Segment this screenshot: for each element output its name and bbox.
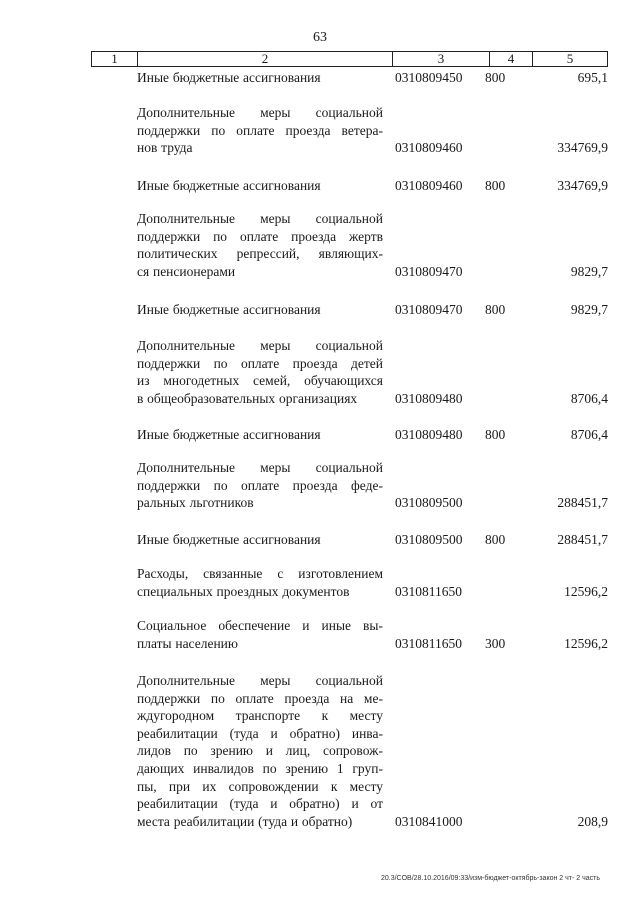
- row-expense-type: 800: [485, 427, 506, 442]
- description-line: дающих инвалидов по зрению 1 груп-: [137, 760, 383, 776]
- column-header-1: 1: [92, 52, 138, 66]
- description-line: Социальное обеспечение и иные вы-: [137, 618, 383, 633]
- description-line: Расходы, связанные с изготовлением: [137, 566, 383, 581]
- description-line: реабилитации (туда и обратно) инва-: [137, 725, 383, 741]
- description-line: Дополнительные меры социальной: [137, 211, 383, 226]
- row-amount: 334769,9: [557, 178, 608, 193]
- description-line: лидов по зрению и лиц, сопровож-: [137, 743, 383, 759]
- row-description: [137, 301, 383, 319]
- row-description: [137, 426, 383, 444]
- column-header-3: 3: [393, 52, 490, 66]
- row-amount: 8706,4: [570, 390, 608, 406]
- row-amount: 12596,2: [564, 635, 608, 651]
- description-line: нов труда: [137, 140, 193, 156]
- row-expense-type: 800: [485, 178, 506, 193]
- description-line: Иные бюджетные ассигнования: [137, 532, 321, 547]
- row-description: [137, 337, 383, 407]
- row-code: 0310809500: [395, 532, 463, 547]
- description-line: места реабилитации (туда и обратно): [137, 813, 353, 829]
- row-description: [137, 617, 383, 652]
- row-description: [137, 531, 383, 549]
- row-description: [137, 210, 383, 280]
- row-code: 0310809460: [395, 140, 463, 156]
- description-line: ральных льготников: [137, 495, 254, 511]
- row-code: 0310841000: [395, 813, 463, 829]
- description-line: Иные бюджетные ассигнования: [137, 178, 321, 193]
- page-number: 63: [313, 30, 327, 45]
- row-amount: 9829,7: [570, 263, 608, 279]
- row-description: [137, 177, 383, 195]
- row-code: 0310809460: [395, 178, 463, 193]
- column-header-5: 5: [566, 51, 574, 66]
- description-line: поддержки по оплате проезда феде-: [137, 477, 383, 493]
- description-line: пы, при их сопровождении к месту: [137, 778, 383, 794]
- row-description: [137, 672, 383, 830]
- row-amount: 12596,2: [564, 583, 608, 599]
- description-line: Дополнительные меры социальной: [137, 460, 383, 475]
- row-description: [137, 69, 383, 87]
- description-line: Иные бюджетные ассигнования: [137, 302, 321, 317]
- description-line: специальных проездных документов: [137, 583, 350, 599]
- description-line: Иные бюджетные ассигнования: [137, 70, 321, 85]
- row-code: 0310809470: [395, 263, 463, 279]
- row-amount: 208,9: [577, 813, 608, 829]
- row-code: 0310811650: [395, 583, 462, 599]
- row-expense-type: 800: [485, 70, 506, 85]
- description-line: платы населению: [137, 635, 238, 651]
- row-code: 0310809450: [395, 70, 463, 85]
- description-line: ся пенсионерами: [137, 263, 236, 279]
- row-code: 0310811650: [395, 635, 462, 651]
- row-amount: 695,1: [577, 70, 608, 85]
- row-code: 0310809480: [395, 390, 463, 406]
- description-line: поддержки по оплате проезда ветера-: [137, 122, 383, 138]
- description-line: поддержки по оплате проезда жертв: [137, 228, 383, 244]
- description-line: Дополнительные меры социальной: [137, 105, 383, 120]
- row-amount: 9829,7: [570, 302, 608, 317]
- row-amount: 288451,7: [557, 495, 608, 511]
- row-amount: 288451,7: [557, 532, 608, 547]
- row-description: [137, 565, 383, 600]
- footer-note: 20.3/COB/28.10.2016/09:33/изм-бюджет-октябрь-закон 2 чт- 2 часть: [380, 875, 600, 882]
- row-code: 0310809480: [395, 427, 463, 442]
- row-expense-type: 300: [485, 635, 506, 651]
- description-line: Иные бюджетные ассигнования: [137, 427, 321, 442]
- description-line: поддержки по оплате проезда детей: [137, 355, 383, 371]
- description-line: в общеобразовательных организациях: [137, 390, 358, 406]
- row-amount: 8706,4: [570, 427, 608, 442]
- description-line: ждугородном транспорте к месту: [137, 708, 383, 724]
- column-header-2: 2: [138, 52, 393, 66]
- row-expense-type: 800: [485, 532, 506, 547]
- row-amount: 334769,9: [557, 140, 608, 156]
- row-description: [137, 104, 383, 157]
- column-header-4: 4: [490, 52, 533, 66]
- description-line: реабилитации (туда и обратно) и от: [137, 796, 383, 812]
- description-line: политических репрессий, являющих-: [137, 246, 383, 262]
- description-line: из многодетных семей, обучающихся: [137, 373, 383, 389]
- row-description: [137, 459, 383, 512]
- row-code: 0310809500: [395, 495, 463, 511]
- description-line: Дополнительные меры социальной: [137, 673, 383, 688]
- description-line: поддержки по оплате проезда на ме-: [137, 690, 383, 706]
- description-line: Дополнительные меры социальной: [137, 338, 383, 353]
- row-expense-type: 800: [485, 302, 506, 317]
- row-code: 0310809470: [395, 302, 463, 317]
